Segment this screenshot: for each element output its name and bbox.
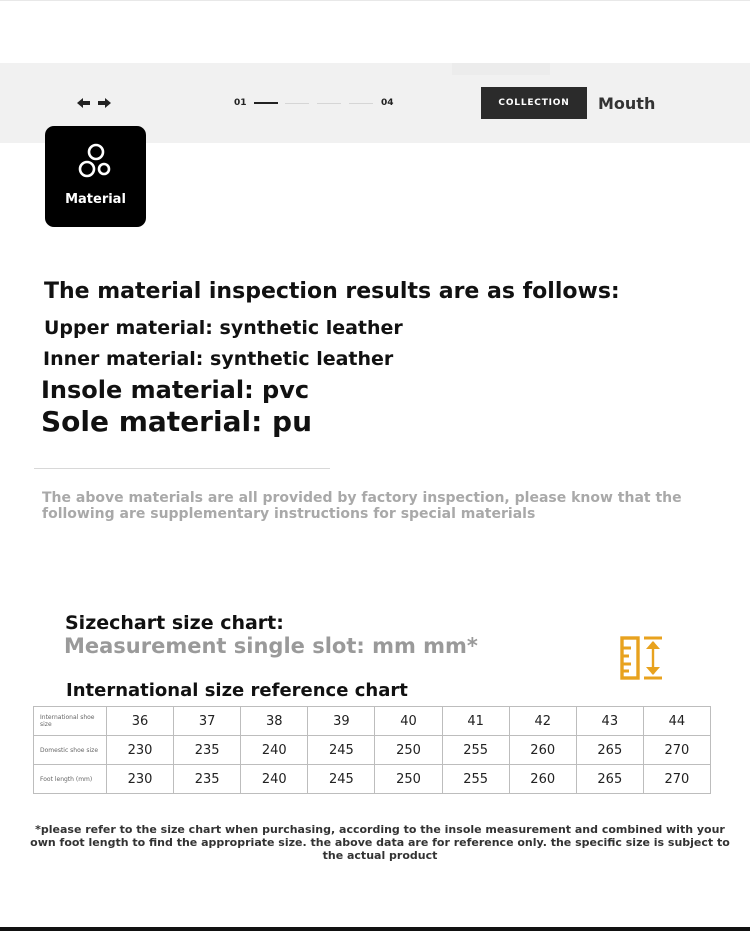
insole-material: Insole material: pvc	[41, 376, 310, 404]
table-cell: 240	[241, 736, 308, 765]
table-cell: 270	[643, 765, 710, 794]
size-chart-title: Sizechart size chart:	[65, 612, 284, 634]
table-cell: 250	[375, 736, 442, 765]
table-cell: 44	[643, 707, 710, 736]
pager-end: 04	[381, 98, 394, 108]
table-cell: 235	[174, 765, 241, 794]
table-cell: 230	[107, 736, 174, 765]
material-badge	[45, 126, 146, 227]
pager-segment	[349, 103, 373, 104]
nav-arrows	[76, 96, 112, 110]
collection-button[interactable]: COLLECTION	[481, 87, 587, 119]
size-footnote: *please refer to the size chart when purchasing, according to the insole measurement and combined with your own foot length to find the appropriate size. the above data are for reference only. the specific size is subject to the actual product	[30, 823, 730, 862]
pager-segment	[317, 103, 341, 104]
table-cell: 230	[107, 765, 174, 794]
table-cell: 260	[509, 765, 576, 794]
header-band-notch	[452, 63, 550, 75]
row-header: Domestic shoe size	[34, 736, 107, 765]
materials-note: The above materials are all provided by factory inspection, please know that the following are supplementary instructions for special materials	[42, 490, 682, 522]
table-cell: 250	[375, 765, 442, 794]
table-cell: 36	[107, 707, 174, 736]
cluster-circles-icon	[76, 142, 116, 182]
arrow-left-icon[interactable]	[76, 96, 91, 110]
table-cell: 41	[442, 707, 509, 736]
table-cell: 245	[308, 736, 375, 765]
section-label: Mouth	[598, 94, 656, 113]
row-header: Foot length (mm)	[34, 765, 107, 794]
table-cell: 43	[576, 707, 643, 736]
size-table	[33, 706, 711, 794]
table-row	[34, 707, 711, 736]
bottom-divider	[0, 927, 750, 931]
table-cell: 270	[643, 736, 710, 765]
table-cell: 38	[241, 707, 308, 736]
table-cell: 255	[442, 736, 509, 765]
table-cell: 260	[509, 736, 576, 765]
sole-material: Sole material: pu	[41, 405, 313, 438]
table-cell: 235	[174, 736, 241, 765]
table-cell: 42	[509, 707, 576, 736]
results-title: The material inspection results are as follows:	[44, 279, 620, 304]
table-cell: 245	[308, 765, 375, 794]
pager-start: 01	[234, 98, 247, 108]
table-row	[34, 736, 711, 765]
table-cell: 255	[442, 765, 509, 794]
arrow-right-icon[interactable]	[97, 96, 112, 110]
table-cell: 39	[308, 707, 375, 736]
table-cell: 265	[576, 765, 643, 794]
upper-material: Upper material: synthetic leather	[44, 317, 403, 339]
row-header: International shoe size	[34, 707, 107, 736]
pager-segment	[285, 103, 309, 104]
reference-chart-title: International size reference chart	[66, 680, 408, 701]
inner-material: Inner material: synthetic leather	[43, 348, 394, 370]
material-badge-label: Material	[65, 192, 126, 207]
top-divider	[0, 0, 750, 1]
measurement-unit: Measurement single slot: mm mm*	[64, 634, 478, 658]
ruler-height-icon	[620, 636, 664, 684]
table-cell: 265	[576, 736, 643, 765]
pager-segment-active	[254, 102, 278, 104]
section-divider	[34, 468, 330, 469]
table-cell: 37	[174, 707, 241, 736]
table-cell: 240	[241, 765, 308, 794]
table-row	[34, 765, 711, 794]
table-cell: 40	[375, 707, 442, 736]
